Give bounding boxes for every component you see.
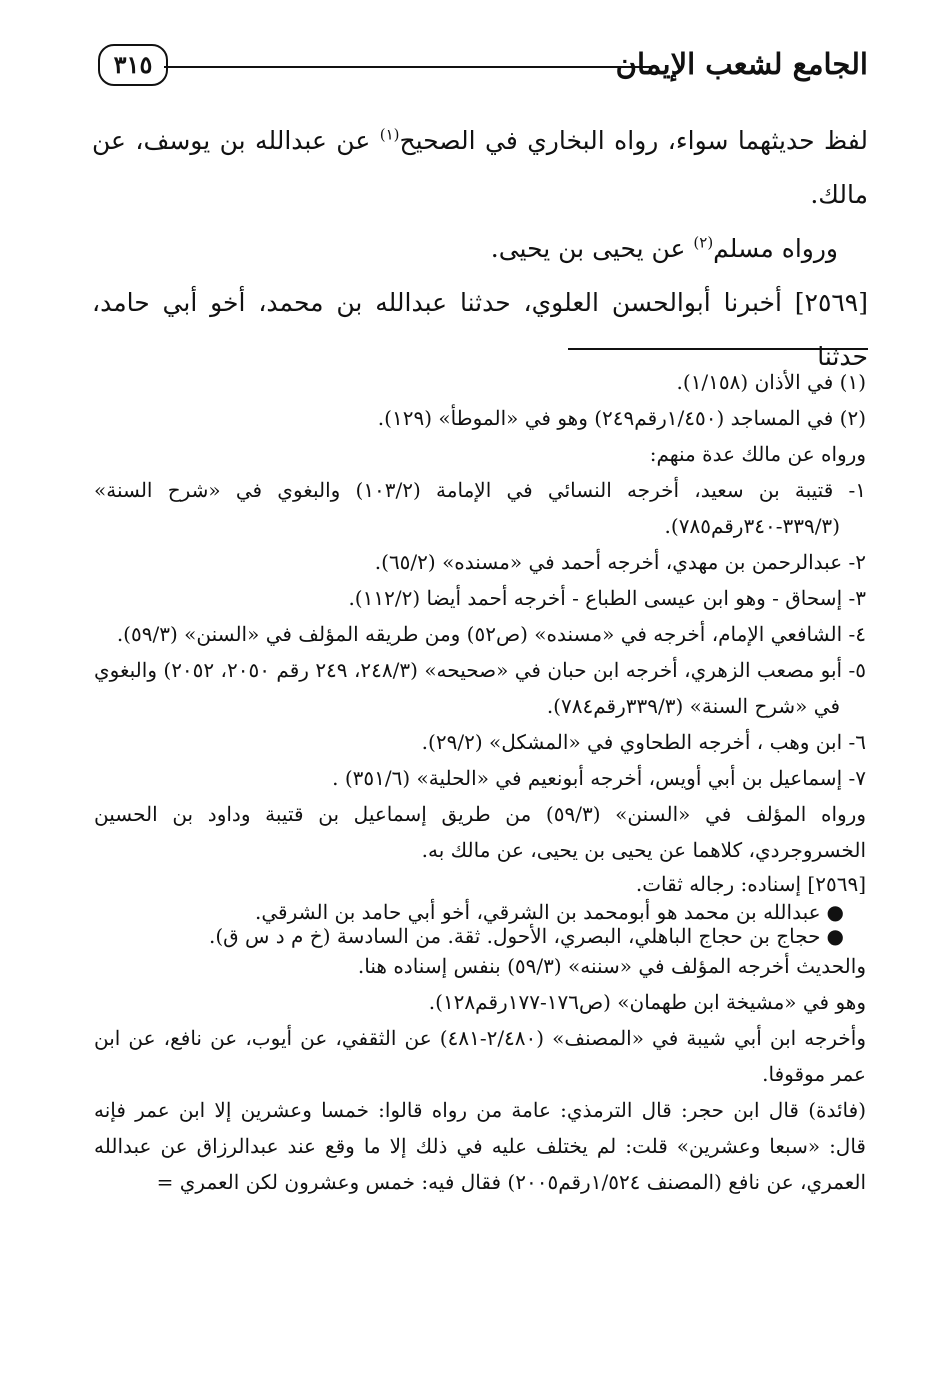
bullet-item — [94, 924, 866, 948]
footnote-1: (١) في الأذان (١/١٥٨). — [676, 370, 866, 394]
narrator-item: ٣- إسحاق - وهو ابن عيسى الطباع - أخرجه أحمد أيضا (١١٢/٢). — [348, 586, 866, 610]
text-run: لفظ حديثهما سواء، رواه البخاري في الصحيح — [399, 126, 868, 155]
hadith-2569: [٢٥٦٩] أخبرنا أبوالحسن العلوي، حدثنا عبدالله بن محمد، أخو أبي حامد، حدثنا — [92, 288, 868, 371]
faida-note: (فائدة) قال ابن حجر: قال الترمذي: عامة من رواه قالوا: خمسا وعشرين إلا ابن عمر فإنه قال: «سبعا وعشرين» قلت: لم يختلف عليه في ذلك إلا ما وقع عند عبدالرزاق عن عبدالله العمري، عن نافع (المصنف ١/٥٢٤رقم٢٠٠٥) فقال فيه: خمس وعشرون لكن العمري = — [94, 1098, 866, 1194]
narrator-item: ٤- الشافعي الإمام، أخرجه في «مسنده» (ص٥٢) ومن طريقه المؤلف في «السنن» (٥٩/٣). — [116, 622, 866, 646]
main-paragraph-2 — [92, 222, 868, 276]
takhrij-line: والحديث أخرجه المؤلف في «سننه» (٥٩/٣) بنفس إسناده هنا. — [357, 954, 866, 978]
footnote-2-intro: ورواه عن مالك عدة منهم: — [649, 442, 866, 466]
footnote-2-outro: ورواه المؤلف في «السنن» (٥٩/٣) من طريق إسماعيل بن قتيبة وداود بن الحسين الخسروجردي، كلاهما عن يحيى بن يحيى، عن مالك به. — [94, 802, 867, 862]
takhrij-line: وأخرجه ابن أبي شيبة في «المصنف» (٢/٤٨٠-٤٨١) عن الثقفي، عن أيوب، عن نافع، عن ابن عمر موقوفا. — [94, 1026, 866, 1086]
narrator-item: ٧- إسماعيل بن أبي أويس، أخرجه أبونعيم في «الحلية» (٣٥١/٦) . — [332, 766, 866, 790]
takhrij-line: وهو في «مشيخة ابن طهمان» (ص١٧٦-١٧٧رقم١٢٨). — [428, 990, 866, 1014]
main-text — [92, 114, 868, 384]
narrator-item: ٦- ابن وهب ، أخرجه الطحاوي في «المشكل» (٢٩/٢). — [421, 730, 866, 754]
footnotes — [94, 364, 866, 1200]
book-title: الجامع لشعب الإيمان — [615, 47, 868, 81]
text-run: ورواه مسلم — [713, 234, 838, 263]
footnote-2: (٢) في المساجد (١/٤٥٠رقم٢٤٩) وهو في «الموطأ» (١٢٩). — [377, 406, 866, 430]
main-paragraph-1 — [92, 114, 868, 222]
bullet-text: عبدالله بن محمد هو أبومحمد بن الشرقي، أخو أبي حامد بن الشرقي. — [255, 900, 821, 924]
text-run: عن عبدالله بن يوسف، عن مالك. — [92, 126, 868, 209]
isnad-heading: [٢٥٦٩] إسناده: رجاله ثقات. — [635, 872, 866, 896]
bullet-icon: ● — [826, 900, 844, 924]
header-rule — [164, 66, 658, 68]
page-header — [90, 38, 868, 98]
narrator-item: ٢- عبدالرحمن بن مهدي، أخرجه أحمد في «مسنده» (٦٥/٢). — [374, 550, 866, 574]
footnote-ref-1: (١) — [379, 125, 400, 144]
narrator-item: ٥- أبو مصعب الزهري، أخرجه ابن حبان في «صحيحه» (٢٤٨/٣، ٢٤٩ رقم ٢٠٥٠، ٢٠٥٢) والبغوي في «شرح السنة» (٣٣٩/٣رقم٧٨٤). — [94, 658, 867, 718]
text-run: عن يحيى بن يحيى. — [490, 234, 694, 263]
footnote-separator — [568, 348, 868, 350]
page-number: ٣١٥ — [98, 44, 168, 86]
narrator-item: ١- قتيبة بن سعيد، أخرجه النسائي في الإمامة (١٠٣/٢) والبغوي في «شرح السنة» (٣٣٩/٣-٣٤٠رقم٧٨٥). — [94, 478, 866, 538]
bullet-icon: ● — [826, 924, 844, 948]
footnote-ref-2: (٢) — [693, 233, 714, 252]
bullet-text: حجاج بن حجاج الباهلي، البصري، الأحول. ثقة. من السادسة (خ م د س ق). — [208, 924, 821, 948]
bullet-item — [94, 900, 866, 924]
